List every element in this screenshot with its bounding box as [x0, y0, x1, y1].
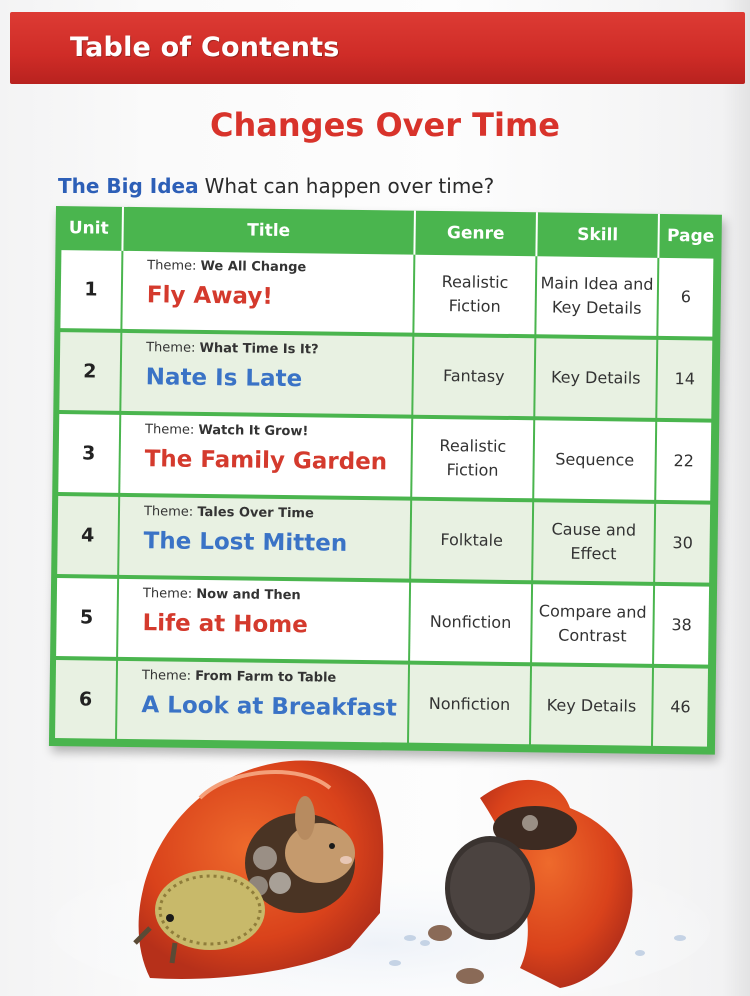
- story-title: Life at Home: [142, 610, 308, 639]
- big-idea-question: What can happen over time?: [204, 174, 495, 198]
- cell-genre: [414, 255, 535, 335]
- unit-value: 5: [79, 606, 94, 629]
- table-row: [56, 578, 711, 665]
- cell-genre: [410, 583, 531, 663]
- cell-genre: [412, 419, 533, 499]
- table-row: [59, 332, 714, 419]
- theme-value: Watch It Grow!: [198, 422, 309, 440]
- cell-title: [119, 497, 410, 579]
- theme-label: Theme:: [146, 340, 196, 356]
- skill-value: Main Idea and Key Details: [540, 273, 654, 318]
- page-value: 46: [670, 697, 691, 717]
- theme-value: From Farm to Table: [195, 668, 337, 686]
- page-value: 38: [671, 615, 692, 635]
- cell-page: [658, 258, 713, 337]
- mitten-illustration: [0, 738, 750, 996]
- theme-value: Now and Then: [196, 586, 301, 604]
- theme-line: [143, 585, 301, 605]
- unit-value: 2: [83, 360, 97, 383]
- cell-skill: [531, 666, 652, 746]
- theme-line: [145, 421, 308, 441]
- story-title: Fly Away!: [146, 282, 273, 310]
- cell-title: [120, 415, 411, 497]
- cell-title: [122, 251, 413, 333]
- skill-value: Key Details: [550, 367, 641, 388]
- cell-page: [653, 668, 708, 747]
- theme-label: Theme:: [147, 258, 197, 274]
- page-title: Changes Over Time: [210, 106, 560, 144]
- cell-genre: [411, 501, 532, 581]
- header-title: Table of Contents: [70, 32, 340, 63]
- cell-genre: [409, 665, 530, 745]
- cell-title: [117, 661, 408, 743]
- column-header-genre: Genre: [415, 211, 538, 257]
- theme-line: [147, 257, 306, 277]
- theme-value: We All Change: [200, 258, 307, 276]
- story-title: The Family Garden: [144, 446, 388, 476]
- cell-skill: [534, 420, 655, 500]
- cell-genre: [413, 337, 534, 417]
- column-header-page: Page: [666, 226, 715, 247]
- cell-page: [657, 340, 712, 419]
- genre-value: Fantasy: [442, 366, 505, 386]
- cell-unit: [57, 496, 118, 575]
- table-row: [60, 250, 715, 337]
- story-title: The Lost Mitten: [143, 528, 348, 557]
- cell-skill: [536, 256, 657, 336]
- theme-label: Theme:: [144, 422, 195, 438]
- cell-skill: [535, 338, 656, 418]
- cell-title: [118, 579, 409, 661]
- genre-value: Realistic Fiction: [439, 436, 507, 480]
- theme-line: [142, 667, 337, 688]
- unit-value: 4: [80, 524, 95, 547]
- unit-value: 3: [81, 442, 96, 465]
- skill-value: Compare and Contrast: [538, 601, 647, 646]
- theme-label: Theme:: [141, 668, 192, 684]
- table-row: [55, 660, 710, 747]
- unit-value: 6: [78, 688, 93, 711]
- skill-value: Key Details: [546, 695, 637, 716]
- theme-value: Tales Over Time: [197, 504, 314, 522]
- story-title: A Look at Breakfast: [141, 692, 398, 722]
- cell-page: [654, 586, 709, 665]
- page-value: 22: [673, 451, 695, 471]
- table-row: [58, 414, 713, 501]
- theme-value: What Time Is It?: [199, 340, 319, 358]
- cell-unit: [56, 578, 117, 657]
- skill-value: Sequence: [555, 449, 635, 470]
- genre-value: Realistic Fiction: [441, 272, 509, 316]
- unit-value: 1: [84, 278, 98, 301]
- cell-title: [121, 333, 412, 415]
- cell-skill: [533, 502, 654, 582]
- column-header-skill: Skill: [537, 212, 660, 258]
- genre-value: Folktale: [440, 530, 504, 550]
- page-value: 14: [674, 369, 696, 389]
- cell-unit: [60, 250, 121, 329]
- genre-value: Nonfiction: [429, 611, 512, 632]
- theme-label: Theme:: [142, 586, 193, 602]
- page-value: 30: [672, 533, 693, 553]
- skill-value: Cause and Effect: [551, 519, 637, 564]
- column-header-title: Title: [123, 207, 416, 255]
- cell-page: [655, 504, 710, 583]
- genre-value: Nonfiction: [428, 693, 511, 714]
- theme-label: Theme:: [143, 504, 194, 520]
- big-mitten-icon: [135, 761, 383, 979]
- column-header-unit: Unit: [55, 206, 124, 251]
- theme-line: [146, 339, 319, 359]
- big-idea-label: The Big Idea: [58, 174, 199, 198]
- page-value: 6: [680, 287, 692, 307]
- cell-unit: [59, 332, 120, 411]
- cell-unit: [55, 660, 116, 739]
- table-row: [57, 496, 712, 583]
- big-idea: [58, 174, 494, 198]
- theme-line: [144, 503, 314, 523]
- cell-skill: [532, 584, 653, 664]
- cell-unit: [58, 414, 119, 493]
- contents-table: [49, 206, 722, 755]
- story-title: Nate Is Late: [145, 364, 303, 393]
- cell-page: [656, 422, 711, 501]
